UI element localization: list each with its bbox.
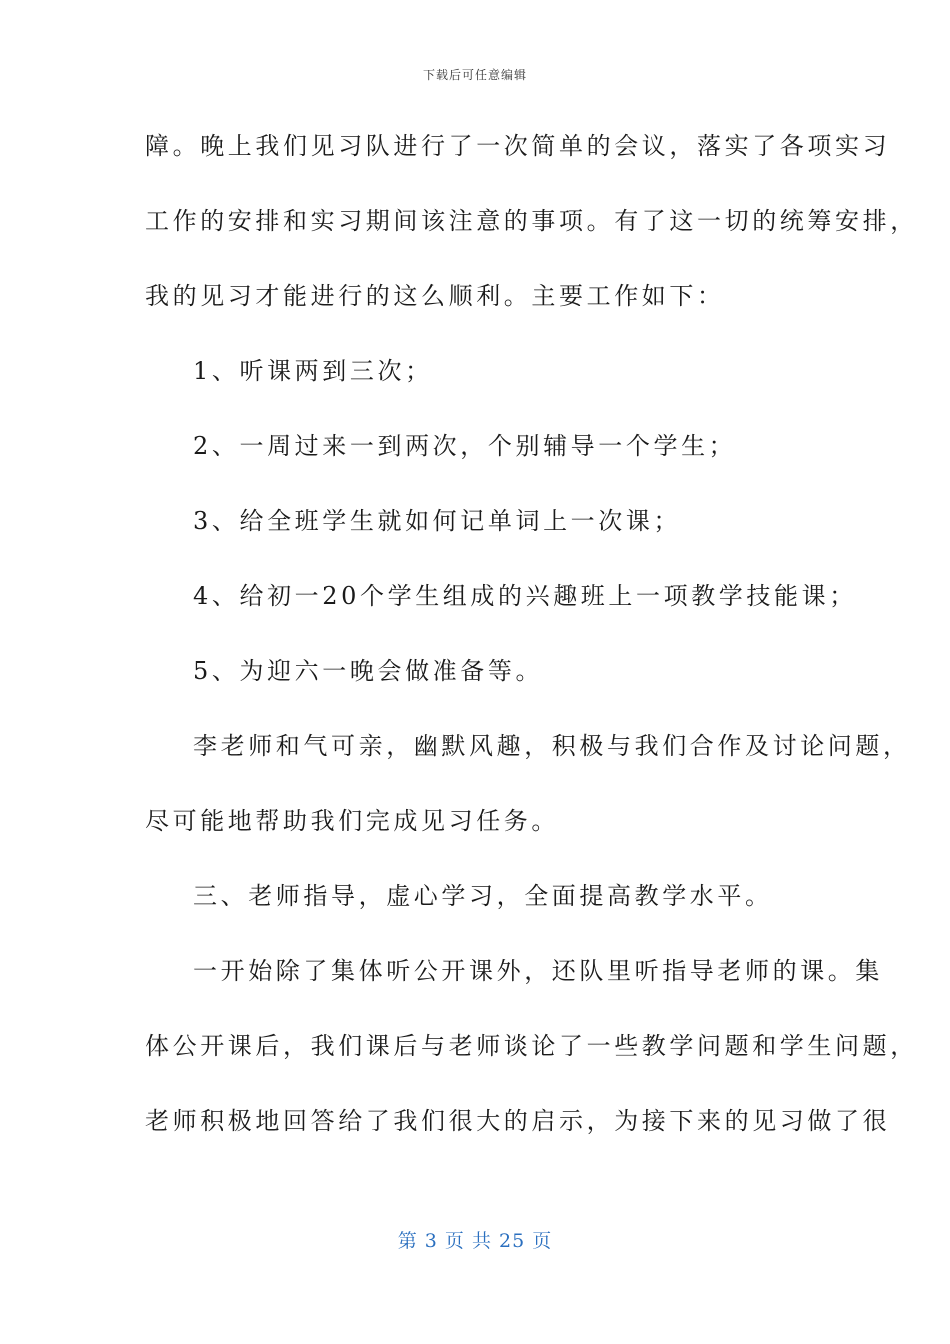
document-body [145, 128, 918, 1178]
list-item: 1、听课两到三次； [193, 357, 433, 385]
list-item: 2、一周过来一到两次，个别辅导一个学生； [193, 432, 737, 460]
paragraph-line: 体公开课后，我们课后与老师谈论了一些教学问题和学生问题， [145, 1032, 918, 1060]
paragraph-line: 一开始除了集体听公开课外，还队里听指导老师的课。集 [193, 957, 883, 985]
header-note: 下载后可任意编辑 [422, 68, 527, 82]
paragraph-line: 尽可能地帮助我们完成见习任务。 [145, 807, 559, 835]
list-item: 5、为迎六一晚会做准备等。 [193, 657, 544, 685]
page-number: 第 3 页 共 25 页 [397, 1230, 553, 1252]
paragraph-line: 李老师和气可亲，幽默风趣，积极与我们合作及讨论问题， [193, 732, 911, 760]
paragraph-line: 老师积极地回答给了我们很大的启示，为接下来的见习做了很 [145, 1107, 891, 1135]
section-heading: 三、老师指导，虚心学习，全面提高教学水平。 [193, 882, 773, 910]
paragraph-line: 我的见习才能进行的这么顺利。主要工作如下： [145, 282, 725, 310]
list-item: 4、给初一20个学生组成的兴趣班上一项教学技能课； [193, 582, 857, 610]
paragraph-line: 工作的安排和实习期间该注意的事项。有了这一切的统筹安排， [145, 207, 918, 235]
list-item: 3、给全班学生就如何记单词上一次课； [193, 507, 682, 535]
paragraph-line: 障。晚上我们见习队进行了一次简单的会议，落实了各项实习 [145, 132, 891, 160]
